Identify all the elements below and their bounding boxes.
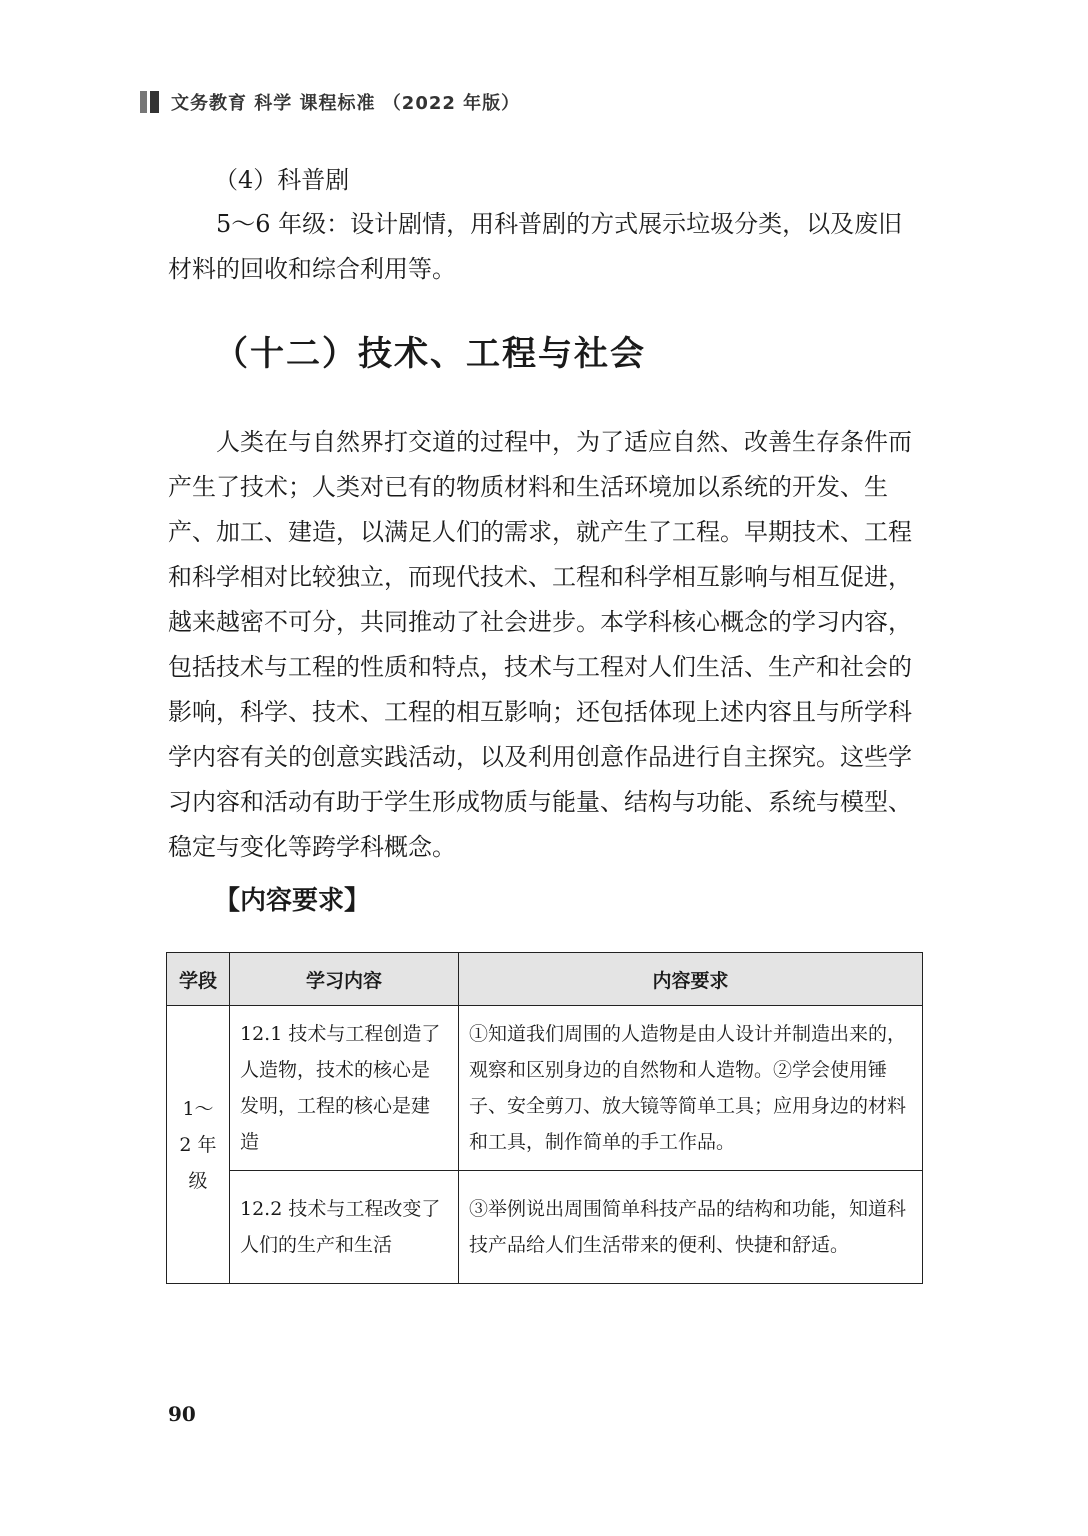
requirements-heading: 【内容要求】 [214, 886, 371, 916]
stage-cell [167, 1006, 230, 1284]
table-row [167, 1006, 923, 1171]
table-row [167, 1171, 923, 1284]
content-cell: 12.1 技术与工程创造了人造物，技术的核心是发明，工程的核心是建造 [230, 1006, 459, 1171]
header-title: 文务教育 科学 课程标准 （2022 年版） [171, 93, 521, 114]
requirement-cell: ③举例说出周围简单科技产品的结构和功能，知道科技产品给人们生活带来的便利、快捷和舒适。 [459, 1171, 923, 1284]
requirement-cell: ①知道我们周围的人造物是由人设计并制造出来的，观察和区别身边的自然物和人造物。②学会使用锤子、安全剪刀、放大镜等简单工具；应用身边的材料和工具，制作简单的手工作品。 [459, 1006, 923, 1171]
column-header: 学段 [167, 953, 230, 1006]
stage-label: 1～2 年级 [179, 1097, 217, 1192]
table-header-row [167, 953, 923, 1006]
subsection-heading: （4）科普剧 [214, 166, 350, 194]
page-number: 90 [168, 1402, 196, 1426]
content-cell: 12.2 技术与工程改变了人们的生产和生活 [230, 1171, 459, 1284]
header-bar-icon [150, 91, 159, 113]
paragraph: 5～6 年级：设计剧情，用科普剧的方式展示垃圾分类，以及废旧材料的回收和综合利用等。 [168, 210, 903, 283]
header-bar-icon [140, 91, 147, 113]
content-table [166, 952, 923, 1284]
running-header [140, 88, 520, 116]
column-header: 内容要求 [459, 953, 923, 1006]
section-title: （十二）技术、工程与社会 [214, 334, 646, 374]
column-header: 学习内容 [230, 953, 459, 1006]
paragraph: 人类在与自然界打交道的过程中，为了适应自然、改善生存条件而产生了技术；人类对已有的物质材料和生活环境加以系统的开发、生产、加工、建造，以满足人们的需求，就产生了工程。早期技术、工程和科学相对比较独立，而现代技术、工程和科学相互影响与相互促进，越来越密不可分，共同推动了社会进步。本学科核心概念的学习内容，包括技术与工程的性质和特点，技术与工程对人们生活、生产和社会的影响，科学、技术、工程的相互影响；还包括体现上述内容且与所学科学内容有关的创意实践活动，以及利用创意作品进行自主探究。这些学习内容和活动有助于学生形成物质与能量、结构与功能、系统与模型、稳定与变化等跨学科概念。 [168, 428, 912, 861]
